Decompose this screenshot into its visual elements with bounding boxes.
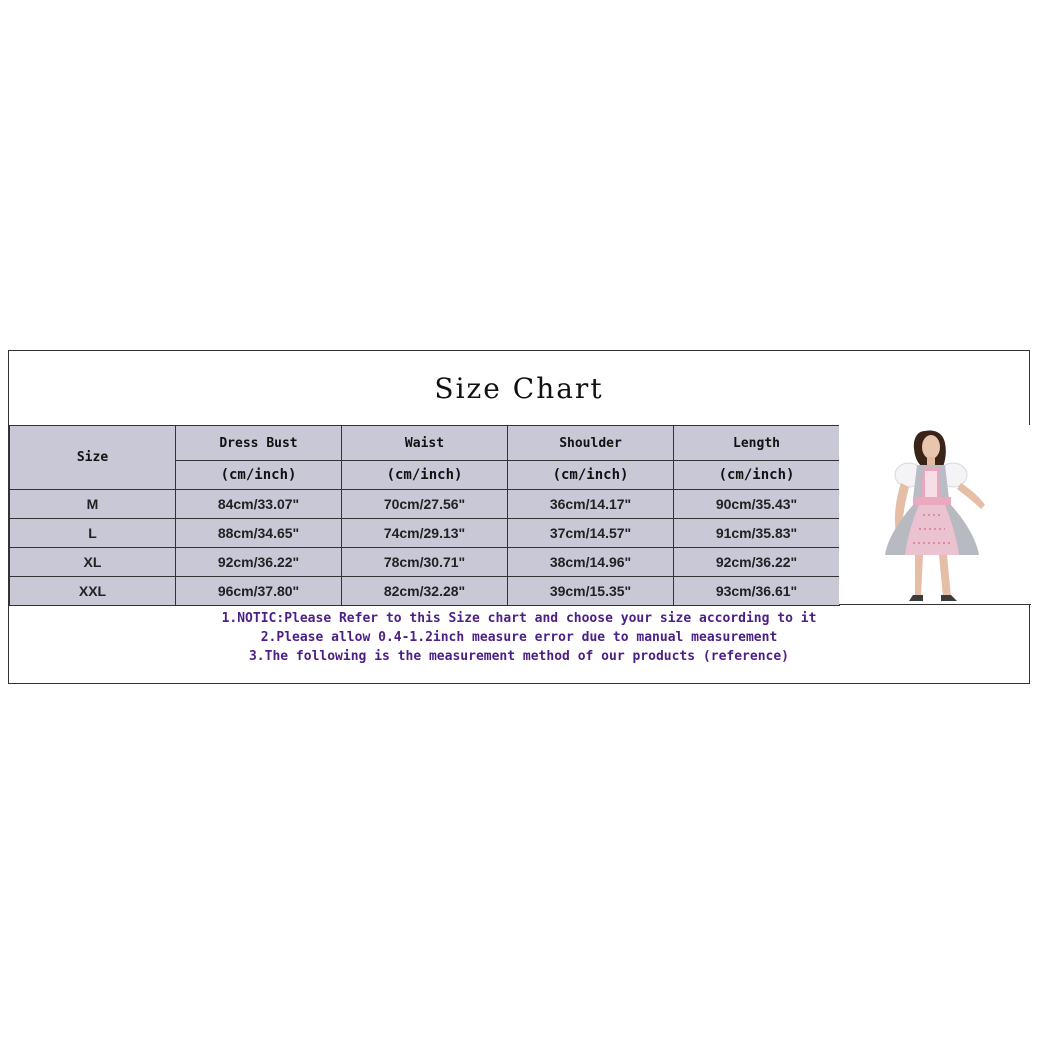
unit-shoulder: (cm/inch) <box>508 461 674 490</box>
size-header: Size <box>10 426 176 490</box>
value-cell: 37cm/14.57" <box>508 519 674 548</box>
chart-title: Size Chart <box>9 351 1029 426</box>
unit-dress-bust: (cm/inch) <box>176 461 342 490</box>
column-header-shoulder: Shoulder <box>508 426 674 461</box>
value-cell: 91cm/35.83" <box>674 519 840 548</box>
value-cell: 39cm/15.35" <box>508 577 674 606</box>
table-row <box>10 577 840 606</box>
value-cell: 84cm/33.07" <box>176 490 342 519</box>
unit-length: (cm/inch) <box>674 461 840 490</box>
note-1: 1.NOTIC:Please Refer to this Size chart and choose your size according to it <box>221 611 817 626</box>
product-photo <box>839 425 1031 605</box>
size-table <box>9 425 840 606</box>
dirndl-dress-illustration <box>839 425 1031 605</box>
value-cell: 74cm/29.13" <box>342 519 508 548</box>
table-row <box>10 490 840 519</box>
size-cell: XL <box>10 548 176 577</box>
table-row <box>10 519 840 548</box>
value-cell: 92cm/36.22" <box>674 548 840 577</box>
unit-waist: (cm/inch) <box>342 461 508 490</box>
note-3: 3.The following is the measurement method of our products (reference) <box>248 649 790 664</box>
value-cell: 96cm/37.80" <box>176 577 342 606</box>
note-2: 2.Please allow 0.4-1.2inch measure error due to manual measurement <box>260 630 778 645</box>
size-cell: M <box>10 490 176 519</box>
value-cell: 92cm/36.22" <box>176 548 342 577</box>
value-cell: 36cm/14.17" <box>508 490 674 519</box>
size-cell: L <box>10 519 176 548</box>
value-cell: 90cm/35.43" <box>674 490 840 519</box>
value-cell: 38cm/14.96" <box>508 548 674 577</box>
value-cell: 93cm/36.61" <box>674 577 840 606</box>
value-cell: 70cm/27.56" <box>342 490 508 519</box>
notes <box>9 605 1029 666</box>
size-cell: XXL <box>10 577 176 606</box>
value-cell: 88cm/34.65" <box>176 519 342 548</box>
column-header-dress-bust: Dress Bust <box>176 426 342 461</box>
column-header-waist: Waist <box>342 426 508 461</box>
value-cell: 78cm/30.71" <box>342 548 508 577</box>
value-cell: 82cm/32.28" <box>342 577 508 606</box>
table-row <box>10 548 840 577</box>
column-header-length: Length <box>674 426 840 461</box>
size-chart-sheet <box>8 350 1030 684</box>
